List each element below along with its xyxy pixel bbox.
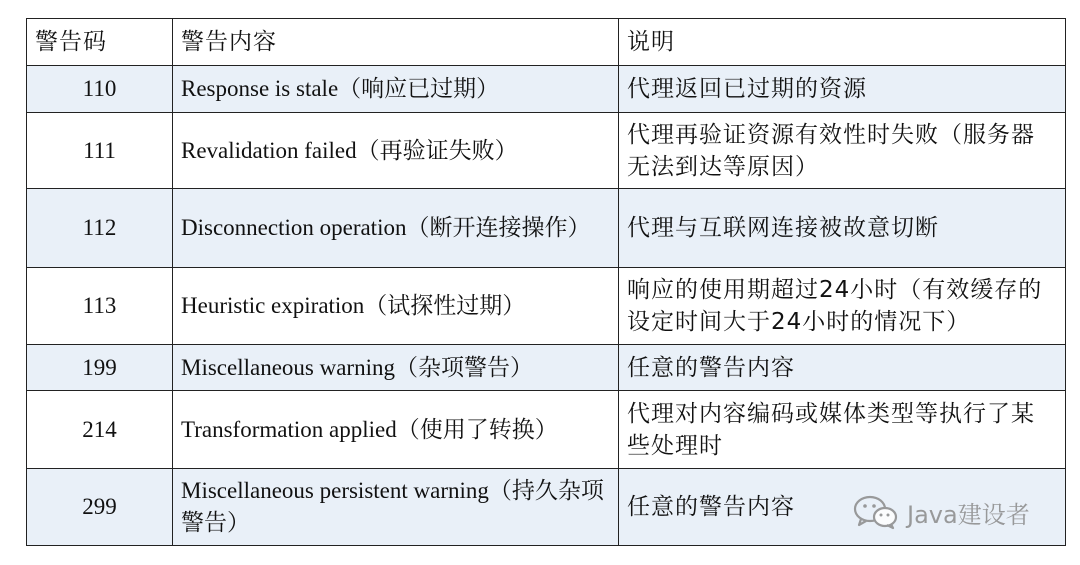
table-row <box>27 268 1066 345</box>
table-row <box>27 391 1066 469</box>
cell-code: 112 <box>27 189 173 268</box>
cell-note: 代理对内容编码或媒体类型等执行了某些处理时 <box>619 391 1066 469</box>
header-code: 警告码 <box>27 19 173 66</box>
table-row <box>27 113 1066 189</box>
table-row <box>27 345 1066 391</box>
cell-content: Transformation applied（使用了转换） <box>173 391 619 469</box>
cell-content: Disconnection operation（断开连接操作） <box>173 189 619 268</box>
cell-note: 任意的警告内容 <box>619 469 1066 546</box>
table-header-row <box>27 19 1066 66</box>
header-note: 说明 <box>619 19 1066 66</box>
cell-code: 299 <box>27 469 173 546</box>
cell-content: Heuristic expiration（试探性过期） <box>173 268 619 345</box>
cell-code: 113 <box>27 268 173 345</box>
warning-codes-table <box>26 18 1066 546</box>
cell-note: 代理返回已过期的资源 <box>619 66 1066 113</box>
table-row <box>27 66 1066 113</box>
watermark-text: Java建设者 <box>907 500 1030 529</box>
cell-content: Miscellaneous warning（杂项警告） <box>173 345 619 391</box>
cell-code: 111 <box>27 113 173 189</box>
cell-note: 代理再验证资源有效性时失败（服务器无法到达等原因） <box>619 113 1066 189</box>
table-row <box>27 189 1066 268</box>
cell-code: 199 <box>27 345 173 391</box>
wechat-icon <box>853 494 899 530</box>
cell-note: 代理与互联网连接被故意切断 <box>619 189 1066 268</box>
watermark <box>853 492 1030 532</box>
cell-content: Response is stale（响应已过期） <box>173 66 619 113</box>
cell-content: Miscellaneous persistent warning（持久杂项警告） <box>173 469 619 546</box>
cell-code: 214 <box>27 391 173 469</box>
cell-content: Revalidation failed（再验证失败） <box>173 113 619 189</box>
cell-code: 110 <box>27 66 173 113</box>
header-content: 警告内容 <box>173 19 619 66</box>
cell-note: 响应的使用期超过24小时（有效缓存的设定时间大于24小时的情况下） <box>619 268 1066 345</box>
cell-note: 任意的警告内容 <box>619 345 1066 391</box>
